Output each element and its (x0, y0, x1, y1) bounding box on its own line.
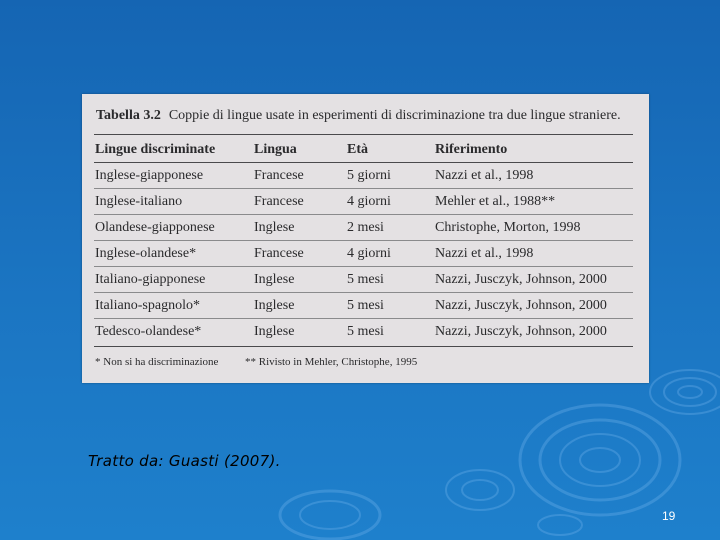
cell-riferimento: Christophe, Morton, 1998 (435, 220, 581, 235)
cell-lingua: Francese (254, 246, 304, 261)
scanned-table-image (82, 94, 649, 383)
source-citation: Tratto da: Guasti (2007). (88, 452, 281, 470)
row-divider (94, 214, 633, 215)
cell-lingua: Inglese (254, 220, 295, 235)
slide-number: 19 (662, 509, 676, 523)
cell-lingua: Inglese (254, 272, 295, 287)
cell-lingue: Italiano-giapponese (95, 272, 206, 287)
row-divider (94, 188, 633, 189)
table-top-rule (94, 134, 633, 135)
cell-eta: 4 giorni (347, 194, 391, 209)
cell-eta: 2 mesi (347, 220, 384, 235)
header-riferimento: Riferimento (435, 142, 508, 157)
cell-lingua: Inglese (254, 324, 295, 339)
cell-eta: 5 mesi (347, 324, 384, 339)
cell-lingua: Francese (254, 168, 304, 183)
table-header-row (82, 138, 649, 162)
cell-eta: 4 giorni (347, 246, 391, 261)
cell-lingue: Olandese-giapponese (95, 220, 215, 235)
cell-eta: 5 giorni (347, 168, 391, 183)
cell-riferimento: Nazzi, Jusczyk, Johnson, 2000 (435, 324, 607, 339)
row-divider (94, 240, 633, 241)
table-row (82, 190, 649, 214)
cell-riferimento: Mehler et al., 1988** (435, 194, 556, 209)
cell-riferimento: Nazzi, Jusczyk, Johnson, 2000 (435, 272, 607, 287)
table-row (82, 294, 649, 318)
table-caption-number: Tabella 3.2 (96, 108, 161, 123)
table-bottom-rule (94, 346, 633, 347)
cell-lingua: Francese (254, 194, 304, 209)
cell-riferimento: Nazzi et al., 1998 (435, 168, 534, 183)
row-divider (94, 266, 633, 267)
table-row (82, 268, 649, 292)
table-row (82, 164, 649, 188)
table-row (82, 242, 649, 266)
cell-lingue: Inglese-olandese* (95, 246, 197, 261)
table-row (82, 320, 649, 344)
table-header-rule (94, 162, 633, 163)
table-caption (96, 108, 621, 124)
header-eta: Età (347, 142, 368, 157)
cell-lingue: Tedesco-olandese* (95, 324, 202, 339)
cell-eta: 5 mesi (347, 298, 384, 313)
header-lingue-discriminate: Lingue discriminate (95, 142, 216, 157)
cell-riferimento: Nazzi et al., 1998 (435, 246, 534, 261)
cell-lingue: Inglese-giapponese (95, 168, 204, 183)
header-lingua: Lingua (254, 142, 297, 157)
footnote-revised: ** Rivisto in Mehler, Christophe, 1995 (245, 356, 418, 368)
cell-lingua: Inglese (254, 298, 295, 313)
cell-eta: 5 mesi (347, 272, 384, 287)
cell-lingue: Italiano-spagnolo* (95, 298, 200, 313)
table-row (82, 216, 649, 240)
row-divider (94, 318, 633, 319)
cell-riferimento: Nazzi, Jusczyk, Johnson, 2000 (435, 298, 607, 313)
cell-lingue: Inglese-italiano (95, 194, 183, 209)
footnote-no-discrimination: * Non si ha discriminazione (95, 356, 219, 368)
table-caption-text: Coppie di lingue usate in esperimenti di discriminazione tra due lingue straniere. (168, 108, 621, 123)
row-divider (94, 292, 633, 293)
